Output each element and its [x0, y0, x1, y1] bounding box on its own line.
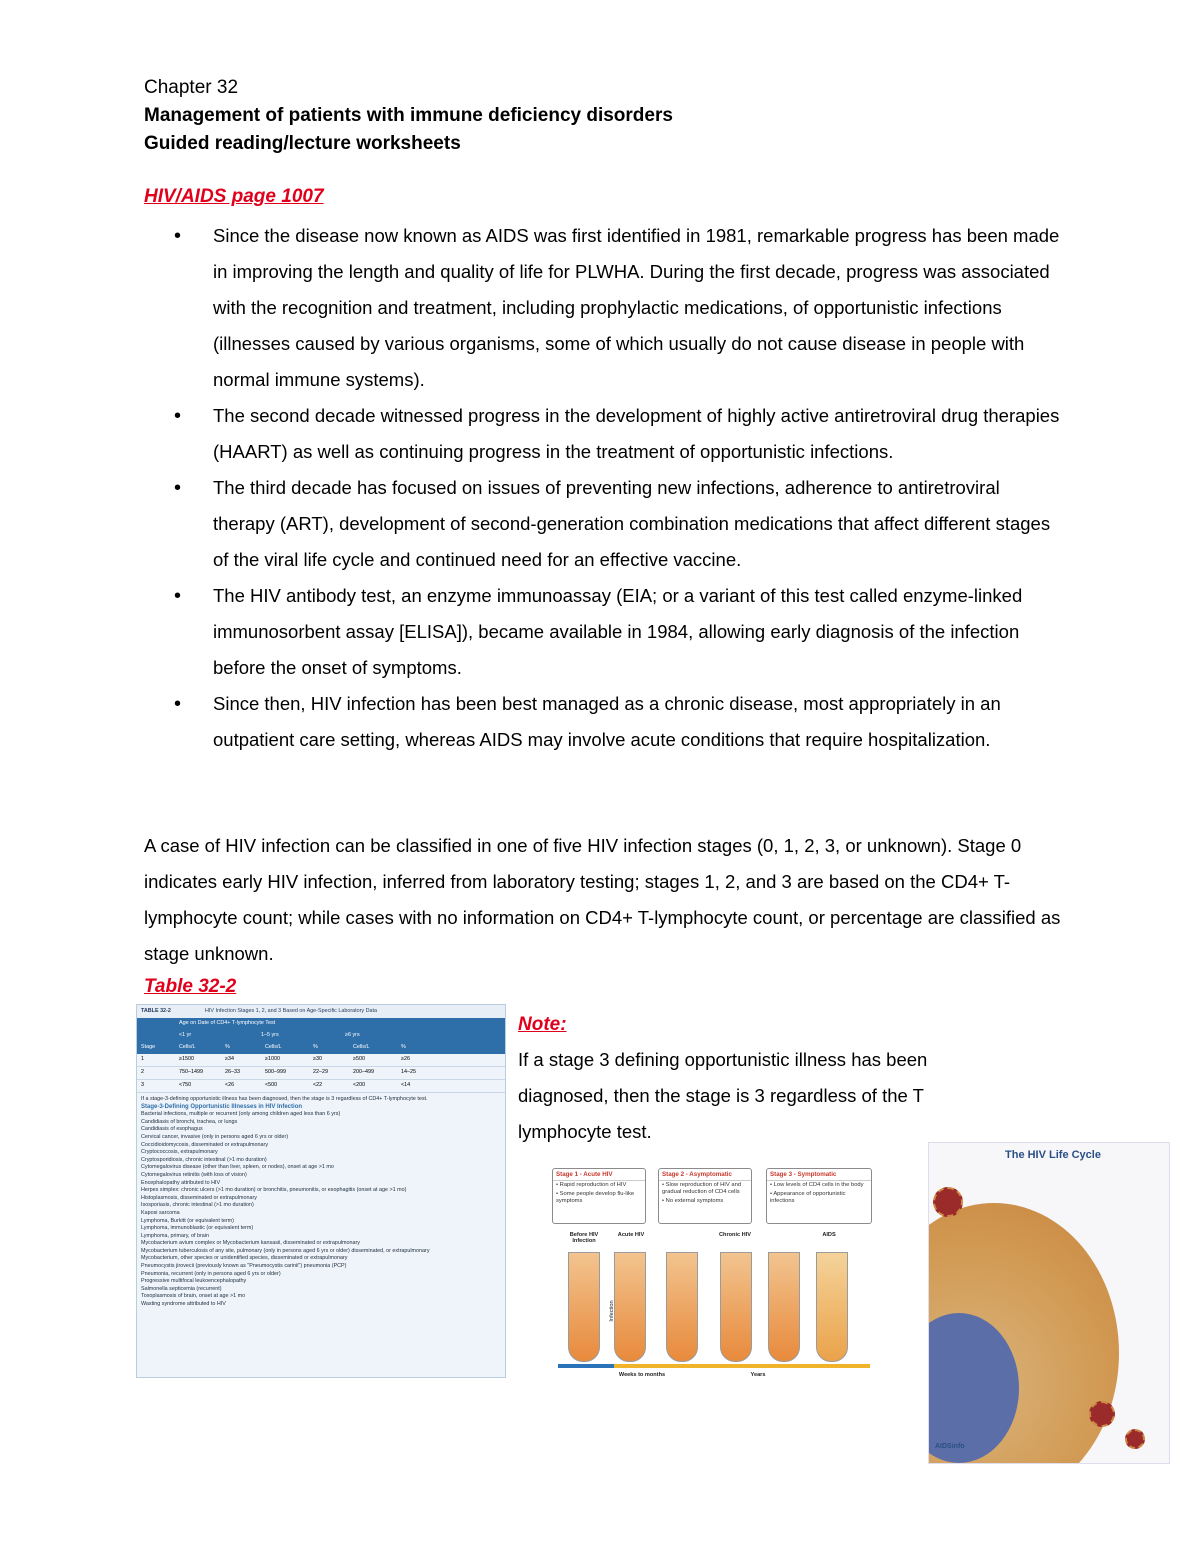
- table-notes: [137, 1093, 505, 1312]
- test-tube: [720, 1252, 752, 1362]
- illness-item: Encephalopathy attributed to HIV: [141, 1179, 221, 1186]
- illness-item: Toxoplasmosis of brain, onset at age >1 mo: [141, 1293, 246, 1300]
- list-item: • The second decade witnessed progress in the development of highly active antiretroviral drug therapies (HAART) as well as continuing progress in the treatment of opportunistic infections.: [144, 398, 1064, 470]
- table-32-2: [136, 1004, 506, 1378]
- section-heading: HIV/AIDS page 1007: [144, 186, 324, 207]
- table-cell: ≥500: [353, 1056, 365, 1063]
- test-tube: [816, 1252, 848, 1362]
- column-header: Stage: [141, 1044, 156, 1051]
- note-text: If a stage 3 defining opportunistic illness has been diagnosed, then the stage is 3 regardless of the T lymphocyte test.: [518, 1049, 928, 1142]
- note-label: Note:: [518, 1014, 567, 1035]
- age-header: Age on Date of CD4+ T-lymphocyte Test: [179, 1020, 276, 1027]
- tube-label: Chronic HIV: [718, 1232, 751, 1238]
- table-cell: ≥1000: [265, 1056, 280, 1063]
- lifecycle-steps: [1049, 1203, 1149, 1413]
- table-cell: <26: [225, 1082, 235, 1089]
- age-group: <1 yr: [179, 1032, 192, 1039]
- illness-item: Pneumonia, recurrent (only in persons aged 6 yrs or older): [141, 1270, 281, 1277]
- test-tube: [568, 1252, 600, 1362]
- stage-box-title: Stage 1 - Acute HIV: [553, 1169, 645, 1181]
- virus-icon: [933, 1187, 963, 1217]
- illness-item: Mycobacterium, other species or unidentified species, disseminated or extrapulmonary: [141, 1255, 348, 1262]
- table-cell: 2: [141, 1069, 144, 1076]
- axis-label: Weeks to months: [618, 1372, 666, 1378]
- illness-item: Mycobacterium avium complex or Mycobacterium kansasii, disseminated or extrapulmonary: [141, 1240, 361, 1247]
- illness-item: Cervical cancer, invasive (only in persons aged 6 yrs or older): [141, 1133, 289, 1140]
- illness-item: Salmonella septicemia (recurrent): [141, 1285, 222, 1292]
- tube-label: Before HIV Infection: [569, 1232, 599, 1244]
- table-label: TABLE 32-2: [141, 1007, 171, 1014]
- stage-box: [766, 1168, 872, 1224]
- column-header-row: [137, 1042, 505, 1054]
- table-footnote: If a stage-3-defining opportunistic illness has been diagnosed, then the stage is 3 regardless of CD4+ T-lymphocyte test.: [141, 1096, 428, 1102]
- document-title: [144, 102, 673, 130]
- hiv-lifecycle-figure: [928, 1142, 1170, 1464]
- column-header: Cells/L: [265, 1044, 282, 1051]
- illness-item: Cryptosporidiosis, chronic intestinal (>1 mo duration): [141, 1156, 267, 1163]
- table-cell: <22: [313, 1082, 323, 1089]
- test-tube: [614, 1252, 646, 1362]
- column-header: %: [401, 1044, 406, 1051]
- illness-item: Bacterial infections, multiple or recurrent (only among children aged less than 6 yrs): [141, 1111, 341, 1118]
- illness-item: Lymphoma, Burkitt (or equivalent term): [141, 1217, 234, 1224]
- aidsinfo-badge: AIDSinfo: [935, 1443, 965, 1450]
- illness-item: Cytomegalovirus retinitis (with loss of vision): [141, 1171, 247, 1178]
- table-cell: 1: [141, 1056, 144, 1063]
- stage-box-title: Stage 2 - Asymptomatic: [659, 1169, 751, 1181]
- illness-item: Wasting syndrome attributed to HIV: [141, 1301, 226, 1308]
- list-item: • Since the disease now known as AIDS was first identified in 1981, remarkable progress has been made in improving the length and quality of life for PLWHA. During the first decade, progress was associated with the recognition and treatment, including prophylactic medications, of opportunistic infections (illnesses caused by various organisms, some of which usually do not cause disease in people with normal immune systems).: [144, 218, 1064, 398]
- stage-box-item: • Low levels of CD4 cells in the body: [770, 1182, 864, 1188]
- illness-item: Histoplasmosis, disseminated or extrapulmonary: [141, 1194, 257, 1201]
- age-header-row: [137, 1018, 505, 1030]
- lifecycle-title: The HIV Life Cycle: [1005, 1149, 1101, 1161]
- table-cell: ≥1500: [179, 1056, 194, 1063]
- illness-heading: Stage-3-Defining Opportunistic Illnesses in HIV Infection: [141, 1103, 303, 1110]
- infection-label: Infection: [609, 1300, 615, 1322]
- illness-item: Cryptococcosis, extrapulmonary: [141, 1149, 218, 1156]
- column-header: %: [225, 1044, 230, 1051]
- column-header: %: [313, 1044, 318, 1051]
- stage-paragraph: A case of HIV infection can be classified in one of five HIV infection stages (0, 1, 2, 3, or unknown). Stage 0 indicates early HIV infection, inferred from laboratory testing; stages 1, 2, and 3 are based on the CD4+ T-lymphocyte count; while cases with no information on CD4+ T-lymphocyte count, or percentage are classified as stage unknown.: [144, 835, 1061, 964]
- stage-box-item: • Slow reproduction of HIV and gradual reduction of CD4 cells: [662, 1182, 742, 1195]
- table-header: [137, 1018, 505, 1054]
- illness-item: Candidiasis of esophagus: [141, 1126, 203, 1133]
- column-header: Cells/L: [179, 1044, 196, 1051]
- illness-item: Mycobacterium tuberculosis of any site, pulmonary (only in persons aged 6 yrs or older) disseminated, or extrapulmonary: [141, 1247, 430, 1254]
- list-item: • The HIV antibody test, an enzyme immunoassay (EIA; or a variant of this test called enzyme-linked immunosorbent assay [ELISA]), became available in 1984, allowing early diagnosis of the infection before the onset of symptoms.: [144, 578, 1064, 686]
- table-title-bar: [137, 1005, 505, 1018]
- table-cell: 500–999: [265, 1069, 286, 1076]
- column-header: Cells/L: [353, 1044, 370, 1051]
- table-cell: ≥34: [225, 1056, 234, 1063]
- stage-box-item: • Some people develop flu-like symptoms: [556, 1191, 635, 1204]
- table-cell: 22–29: [313, 1069, 328, 1076]
- stage-box-item: • No external symptoms: [662, 1198, 724, 1204]
- title-text: Management of patients with immune deficiency disorders: [144, 105, 673, 126]
- table-title: HIV Infection Stages 1, 2, and 3 Based on Age-Specific Laboratory Data: [205, 1007, 378, 1014]
- table-cell: 26–33: [225, 1069, 240, 1076]
- stage-box-item: • Appearance of opportunistic infections: [770, 1191, 846, 1204]
- illness-item: Candidiasis of bronchi, trachea, or lungs: [141, 1118, 238, 1125]
- list-item: • Since then, HIV infection has been best managed as a chronic disease, most appropriately in an outpatient care setting, whereas AIDS may involve acute conditions that require hospitalization.: [144, 686, 1064, 758]
- age-group-row: [137, 1030, 505, 1042]
- chapter-label: Chapter 32: [144, 77, 239, 98]
- table-row: [137, 1080, 505, 1093]
- table-cell: 200–499: [353, 1069, 374, 1076]
- stage-box-item: • Rapid reproduction of HIV: [556, 1182, 627, 1188]
- table-cell: 3: [141, 1082, 144, 1089]
- table-cell: <14: [401, 1082, 411, 1089]
- table-cell: ≥26: [401, 1056, 410, 1063]
- illness-list: [141, 1111, 501, 1308]
- table-row: [137, 1067, 505, 1080]
- illness-item: Kaposi sarcoma: [141, 1209, 180, 1216]
- age-group: 1–5 yrs: [261, 1032, 279, 1039]
- tube-label: Acute HIV: [617, 1232, 645, 1238]
- bullet-list: [144, 218, 1064, 758]
- table-cell: 750–1499: [179, 1069, 203, 1076]
- illness-item: Coccidioidomycosis, disseminated or extrapulmonary: [141, 1141, 269, 1148]
- age-group: ≥6 yrs: [345, 1032, 360, 1039]
- test-tube: [768, 1252, 800, 1362]
- timeline-arrow: [558, 1364, 870, 1368]
- table-heading: Table 32-2: [144, 976, 237, 997]
- virus-icon: [1125, 1429, 1145, 1449]
- illness-item: Isosporiasis, chronic intestinal (>1 mo duration): [141, 1202, 254, 1209]
- test-tube: [666, 1252, 698, 1362]
- illness-item: Herpes simplex: chronic ulcers (>1 mo duration) or bronchitis, pneumonitis, or esophagitis (onset at age >1 mo): [141, 1187, 407, 1194]
- illness-item: Lymphoma, primary, of brain: [141, 1232, 210, 1239]
- hiv-stages-figure: [548, 1168, 874, 1388]
- subtitle-text: Guided reading/lecture worksheets: [144, 133, 461, 154]
- table-cell: ≥30: [313, 1056, 322, 1063]
- table-row: [137, 1054, 505, 1067]
- stage-box: [552, 1168, 646, 1224]
- table-cell: <750: [179, 1082, 192, 1089]
- table-cell: <500: [265, 1082, 278, 1089]
- tube-label: AIDS: [822, 1232, 836, 1238]
- document-subtitle: [144, 130, 461, 158]
- table-cell: 14–25: [401, 1069, 416, 1076]
- illness-item: Lymphoma, immunoblastic (or equivalent term): [141, 1225, 254, 1232]
- illness-item: Pneumocystis jirovecii (previously known as "Pneumocystis carinii") pneumonia (PCP): [141, 1263, 347, 1270]
- table-cell: <200: [353, 1082, 366, 1089]
- axis-label: Years: [750, 1372, 766, 1378]
- stage-box-title: Stage 3 - Symptomatic: [767, 1169, 871, 1181]
- stage-box: [658, 1168, 752, 1224]
- illness-item: Cytomegalovirus disease (other than liver, spleen, or nodes), onset at age >1 mo: [141, 1164, 334, 1171]
- illness-item: Progressive multifocal leukoencephalopathy: [141, 1278, 247, 1285]
- list-item: • The third decade has focused on issues of preventing new infections, adherence to antiretroviral therapy (ART), development of second-generation combination medications that affect different stages of the viral life cycle and continued need for an effective vaccine.: [144, 470, 1064, 578]
